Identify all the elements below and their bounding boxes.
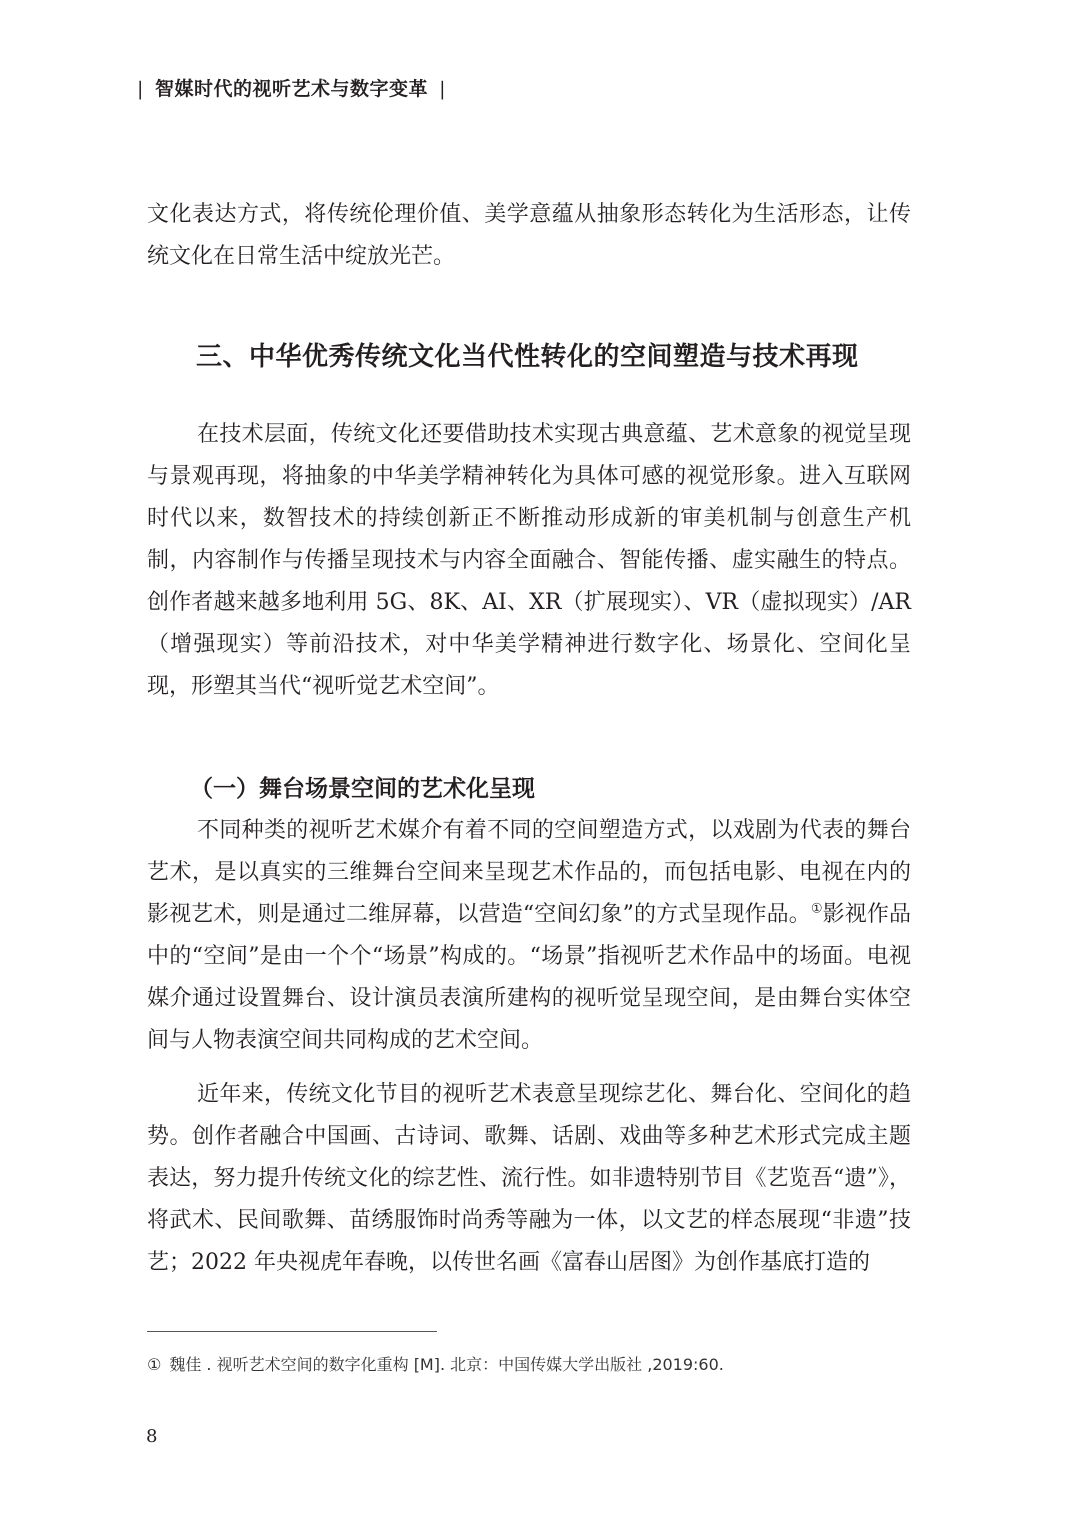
footnote [147, 1352, 724, 1375]
section-heading: 三、中华优秀传统文化当代性转化的空间塑造与技术再现 [196, 342, 859, 372]
paragraph-recent: 近年来，传统文化节目的视听艺术表意呈现综艺化、舞台化、空间化的趋势。创作者融合中国画、古诗词、歌舞、话剧、戏曲等多种艺术形式完成主题表达，努力提升传统文化的综艺性、流行性。如非遗特别节目《艺览吾“遗”》，将武术、民间歌舞、苗绣服饰时尚秀等融为一体，以文艺的样态展现“非遗”技艺；2022 年央视虎年春晚，以传世名画《富春山居图》为创作基底打造的 [147, 1082, 911, 1275]
footnote-reference[interactable]: ① [810, 901, 823, 917]
page-number: 8 [146, 1426, 158, 1447]
footnote-mark: ① [147, 1355, 162, 1374]
paragraph-space [147, 810, 911, 1062]
running-header [133, 74, 450, 101]
paragraph-space-part2: 影视作品中的“空间”是由一个个“场景”构成的。“场景”指视听艺术作品中的场面。电视媒介通过设置舞台、设计演员表演所建构的视听觉呈现空间，是由舞台实体空间与人物表演空间共同构成的艺术空间。 [147, 902, 911, 1053]
paragraph-space-part1: 不同种类的视听艺术媒介有着不同的空间塑造方式，以戏剧为代表的舞台艺术，是以真实的三维舞台空间来呈现艺术作品的，而包括电影、电视在内的影视艺术，则是通过二维屏幕，以营造“空间幻象”的方式呈现作品。 [147, 818, 911, 927]
footnote-divider [147, 1331, 437, 1332]
footnote-text: 魏佳 . 视听艺术空间的数字化重构 [M]. 北京：中国传媒大学出版社 ,2019:60. [169, 1355, 724, 1374]
book-title: 智媒时代的视听艺术与数字变革 [155, 78, 429, 100]
paragraph-continued: 文化表达方式，将传统伦理价值、美学意蕴从抽象形态转化为生活形态，让传统文化在日常生活中绽放光芒。 [147, 202, 911, 269]
paragraph-technology: 在技术层面，传统文化还要借助技术实现古典意蕴、艺术意象的视觉呈现与景观再现，将抽象的中华美学精神转化为具体可感的视觉形象。进入互联网时代以来，数智技术的持续创新正不断推动形成新的审美机制与创意生产机制，内容制作与传播呈现技术与内容全面融合、智能传播、虚实融生的特点。创作者越来越多地利用 5G、8K、AI、XR（扩展现实）、VR（虚拟现实）/AR（增强现实）等前沿技术，对中华美学精神进行数字化、场景化、空间化呈现，形塑其当代“视听觉艺术空间”。 [147, 422, 911, 699]
header-bar-left: | [137, 78, 144, 100]
subsection-heading: （一）舞台场景空间的艺术化呈现 [190, 775, 535, 802]
header-bar-right: | [439, 78, 447, 100]
